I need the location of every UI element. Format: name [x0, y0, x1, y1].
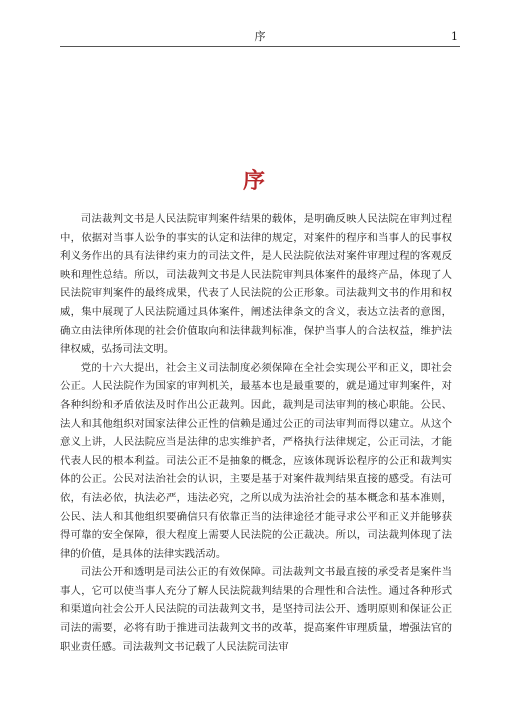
running-title: 序: [254, 30, 266, 43]
paragraph: 司法裁判文书是人民法院审判案件结果的载体，是明确反映人民法院在审判过程中，依据对当事人讼争的事实的认定和法律的规定，对案件的程序和当事人的民事权利义务作出的具有法律约束力的司法文件，是人民法院依法对案件审理过程的客观反映和理性总结。所以，司法裁判文书是人民法院审判具体案件的最终产品，体现了人民法院审判案件的最终成果，代表了人民法院的公正形象。司法裁判文书的作用和权威，集中展现了人民法院通过具体案件，阐述法律条文的含义，表达立法者的意图，确立由法律所体现的社会价值取向和法律裁判标准，保护当事人的合法权益，维护法律权威，弘扬司法文明。: [60, 213, 452, 356]
running-header: [60, 30, 460, 47]
paragraph: 司法公开和透明是司法公正的有效保障。司法裁判文书最直接的承受者是案件当事人，它可以使当事人充分了解人民法院裁判结果的合理性和合法性。通过各种形式和渠道向社会公开人民法院的司法裁判文书，是坚持司法公开、透明原则和保证公正司法的需要，必将有助于推进司法裁判文书的改革，提高案件审理质量，增强法官的职业责任感。司法裁判文书记载了人民法院司法审: [60, 566, 452, 653]
body-text: [60, 210, 452, 656]
chapter-title: 序: [242, 167, 267, 194]
paragraph: 党的十六大提出，社会主义司法制度必须保障在全社会实现公平和正义，即社会公正。人民法院作为国家的审判机关，最基本也是最重要的，就是通过审判案件，对各种纠纷和矛盾依法及时作出公正裁判。因此，裁判是司法审判的核心职能。公民、法人和其他组织对国家法律公正性的信赖是通过公正的司法审判而得以建立。从这个意义上讲，人民法院应当是法律的忠实维护者，严格执行法律规定，公正司法，才能代表人民的根本利益。司法公正不是抽象的概念，应该体现诉讼程序的公正和裁判实体的公正。公民对法治社会的认识，主要是基于对案件裁判结果直接的感受。有法可依，有法必依，执法必严，违法必究，之所以成为法治社会的基本概念和基本准则，公民、法人和其他组织要确信只有依靠正当的法律途径才能寻求公平和正义并能够获得可靠的安全保障，很大程度上需要人民法院的公正裁决。所以，司法裁判体现了法律的价值，是具体的法律实践活动。: [60, 361, 452, 560]
page-number: 1: [451, 30, 458, 43]
